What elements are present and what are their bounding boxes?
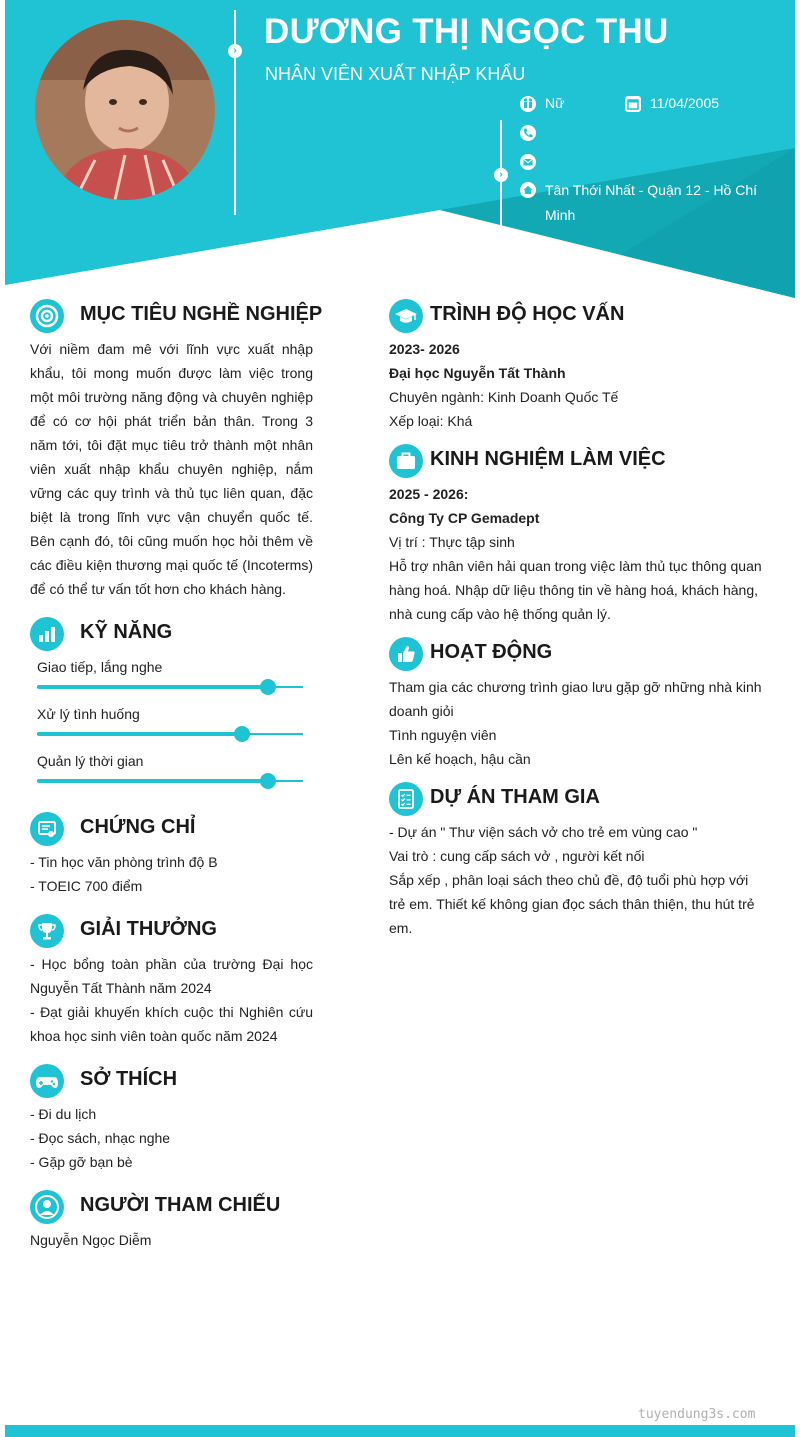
skill-bar-fill [37,732,242,736]
project-item: Sắp xếp , phân loại sách theo chủ đề, độ tuổi phù hợp với trẻ em. Thiết kế không gian đọc sách thân thiện, thu hút trẻ em. [389,872,755,936]
experience-description: Hỗ trợ nhân viên hải quan trong việc làm thủ tục thông quan hàng hoá. Nhập dữ liệu thông tin về hàng hoá, khách hàng, nhà cung cấp vào hệ thống quản lý. [389,558,762,622]
activity-item: Tham gia các chương trình giao lưu gặp gỡ những nhà kinh doanh giỏi [389,679,762,719]
reference-name: Nguyễn Ngọc Diễm [30,1232,152,1248]
certificate-item: - Tin học văn phòng trình độ B [30,854,218,870]
gender-value: Nữ [545,95,565,111]
activities-title: HOẠT ĐỘNG [430,641,553,663]
chevron-right-icon: › [494,168,508,182]
experience-period: 2025 - 2026: [389,486,469,502]
header-divider [234,10,236,215]
watermark: tuyendung3s.com [638,1407,756,1422]
education-period: 2023- 2026 [389,341,460,357]
chevron-right-icon: › [228,44,242,58]
briefcase-icon [389,444,423,478]
education-major: Chuyên ngành: Kinh Doanh Quốc Tế [389,389,619,405]
objective-text: Với niềm đam mê với lĩnh vực xuất nhập khẩu, tôi mong muốn được làm việc trong một môi trường năng động và chuyên nghiệp để có cơ hội phát triển bản thân. Trong 3 năm tới, tôi đặt mục tiêu trở thành một nhân viên xuất nhập khẩu chuyên nghiệp, nắm vững các quy trình và thủ tục liên quan, đặc biệt là trong lĩnh vực vận chuyển quốc tế. Bên cạnh đó, tôi cũng muốn học hỏi thêm về các điều kiện thương mại quốc tế (Incoterms) để có thể tư vấn tốt hơn cho khách hàng. [30,341,313,597]
hobby-item: - Đọc sách, nhạc nghe [30,1130,171,1146]
education-title: TRÌNH ĐỘ HỌC VẤN [430,303,625,325]
footer-bar [5,1425,795,1437]
certificate-item: - TOEIC 700 điểm [30,878,143,894]
address-value [545,178,775,228]
job-title: NHÂN VIÊN XUẤT NHẬP KHẨU [265,64,526,84]
hobby-item: - Đi du lịch [30,1106,97,1122]
activities-list [389,675,764,771]
gamepad-icon [30,1064,64,1098]
certificates-list [30,850,313,898]
candidate-name: DƯƠNG THỊ NGỌC THU [264,12,669,51]
gender-icon [520,96,536,112]
skill-bar-handle [260,773,276,789]
graduation-cap-icon [389,299,423,333]
skills-title: KỸ NĂNG [80,621,173,643]
calendar-icon [625,96,641,112]
skill-bar-handle [260,679,276,695]
education-content [389,337,764,433]
project-item: - Dự án " Thư viện sách vở cho trẻ em vùng cao " [389,824,698,840]
address-line-2: Minh [545,207,576,223]
skill-bar [37,733,303,735]
hobbies-title: SỞ THÍCH [80,1068,178,1090]
certificate-icon [30,812,64,846]
phone-icon [520,125,536,141]
avatar-photo [35,20,215,200]
skill-bar-handle [234,726,250,742]
skill-label: Giao tiếp, lắng nghe [37,659,163,675]
user-circle-icon [30,1190,64,1224]
skill-bar-fill [37,685,268,689]
email-icon [520,154,536,170]
skill-bar [37,686,303,688]
awards-list [30,952,313,1048]
certificates-title: CHỨNG CHỈ [80,816,196,838]
target-icon [30,299,64,333]
skill-label: Quản lý thời gian [37,753,144,769]
hobby-item: - Gặp gỡ bạn bè [30,1154,133,1170]
trophy-icon [30,914,64,948]
checklist-icon [389,782,423,816]
activity-item: Lên kế hoạch, hậu cần [389,751,531,767]
objective-title: MỤC TIÊU NGHỀ NGHIỆP [80,303,323,325]
thumbs-up-icon [389,637,423,671]
avatar [35,20,215,200]
skill-label: Xử lý tình huống [37,706,140,722]
references-title: NGƯỜI THAM CHIẾU [80,1194,281,1216]
experience-content [389,482,764,626]
education-rank: Xếp loại: Khá [389,413,473,429]
skill-bar [37,780,303,782]
projects-title: DỰ ÁN THAM GIA [430,786,600,808]
bar-chart-icon [30,617,64,651]
skill-bar-fill [37,779,268,783]
projects-list [389,820,764,940]
home-icon [520,182,536,198]
birthday-value: 11/04/2005 [650,95,720,111]
education-school: Đại học Nguyễn Tất Thành [389,365,566,381]
award-item: - Đạt giải khuyến khích cuộc thi Nghiên cứu khoa học sinh viên toàn quốc năm 2024 [30,1004,313,1044]
project-item: Vai trò : cung cấp sách vở , người kết nối [389,848,645,864]
address-line-1: Tân Thới Nhất - Quận 12 - Hồ Chí [545,182,758,198]
awards-title: GIẢI THƯỞNG [80,918,217,940]
activity-item: Tình nguyện viên [389,727,497,743]
hobbies-list [30,1102,313,1174]
experience-title: KINH NGHIỆM LÀM VIỆC [430,448,666,470]
experience-company: Công Ty CP Gemadept [389,510,540,526]
experience-position: Vị trí : Thực tập sinh [389,534,515,550]
award-item: - Học bổng toàn phần của trường Đại học Nguyễn Tất Thành năm 2024 [30,956,313,996]
